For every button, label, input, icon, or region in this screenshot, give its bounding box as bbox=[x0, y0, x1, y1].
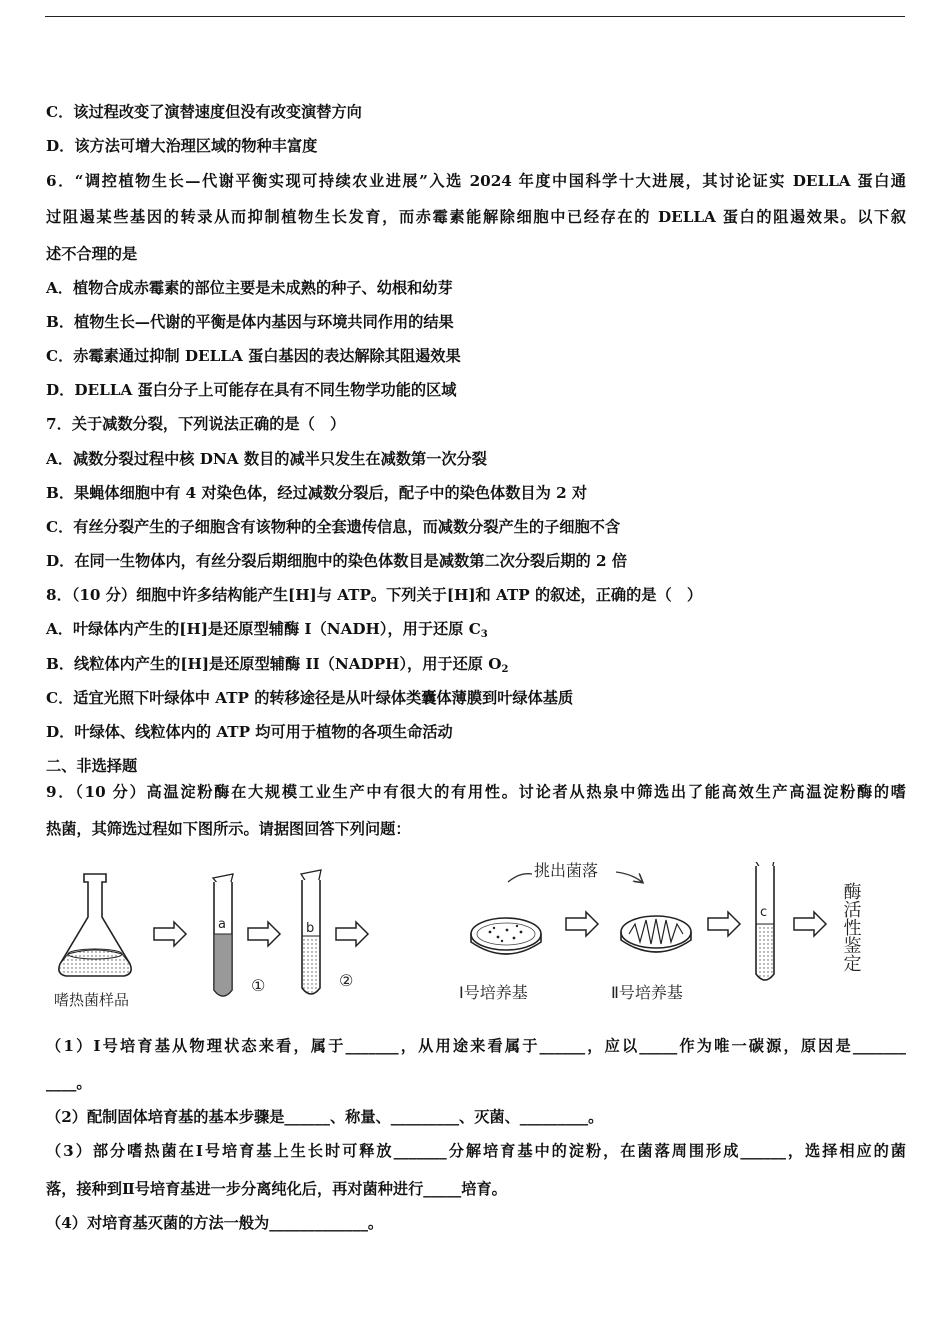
q9-part-2: （2）配制固体培育基的基本步骤是______、称量、_________、灭菌、_________。 bbox=[46, 1108, 604, 1126]
tube-a-label: a bbox=[218, 917, 226, 932]
process-arrow-icon bbox=[708, 912, 740, 936]
q6-stem-line-3: 述不合理的是 bbox=[46, 245, 138, 263]
petri-dish-2-icon bbox=[621, 916, 691, 952]
q8-option-c: C．适宜光照下叶绿体中 ATP 的转移途径是从叶绿体类囊体薄膜到叶绿体基质 bbox=[46, 689, 574, 707]
enzyme-activity-label: 酶活性鉴定 bbox=[840, 882, 862, 972]
q8-option-b-subscript: 2 bbox=[501, 664, 509, 675]
q9-stem-line-2: 热菌，其筛选过程如下图所示。请据图回答下列问题： bbox=[46, 820, 411, 838]
q7-stem: 7．关于减数分裂，下列说法正确的是（ ） bbox=[46, 415, 346, 433]
petri-dish-1-icon bbox=[471, 918, 541, 954]
step-2-label: ② bbox=[339, 971, 354, 990]
process-arrow-icon bbox=[794, 912, 826, 936]
erlenmeyer-flask-icon bbox=[59, 874, 131, 976]
q7-option-c: C．有丝分裂产生的子细胞含有该物种的全套遗传信息，而减数分裂产生的子细胞不含 bbox=[46, 518, 621, 536]
q8-option-a bbox=[46, 619, 906, 645]
q8-option-a-subscript: 3 bbox=[480, 629, 488, 640]
tube-b-label: b bbox=[306, 921, 315, 936]
q9-part-3-line-1: （3）部分嗜热菌在Ⅰ号培育基上生长时可释放_______分解培育基中的淀粉，在菌落周围形成______，选择相应的菌 bbox=[46, 1142, 906, 1160]
q9-part-1-line-1: （1）Ⅰ号培育基从物理状态来看，属于_______，从用途来看属于______，应以_____作为唯一碳源，原因是_______ bbox=[46, 1037, 906, 1055]
process-arrow-icon bbox=[154, 922, 186, 946]
q8-option-d: D．叶绿体、线粒体内的 ATP 均可用于植物的各项生命活动 bbox=[46, 723, 453, 741]
q6-option-a: A．植物合成赤霉素的部位主要是未成熟的种子、幼根和幼芽 bbox=[46, 279, 453, 297]
pick-colonies-label: 挑出菌落 bbox=[534, 862, 599, 880]
q9-stem-line-1: 9．（10 分）高温淀粉酶在大规模工业生产中有很大的有用性。讨论者从热泉中筛选出了能高效生产高温淀粉酶的嗜 bbox=[46, 783, 906, 801]
test-tube-a-icon bbox=[213, 874, 233, 996]
process-arrow-icon bbox=[336, 922, 368, 946]
medium-1-label: Ⅰ号培养基 bbox=[459, 983, 528, 1002]
q7-option-d: D．在同一生物体内，有丝分裂后期细胞中的染色体数目是减数第二次分裂后期的 2 倍 bbox=[46, 552, 628, 570]
q6-option-d: D．DELLA 蛋白分子上可能存在具有不同生物学功能的区域 bbox=[46, 381, 457, 399]
test-tube-c-icon bbox=[755, 862, 775, 980]
step-1-label: ① bbox=[251, 976, 266, 995]
q8-stem: 8．（10 分）细胞中许多结构能产生[H]与 ATP。下列关于[H]和 ATP 的叙述，正确的是（ ） bbox=[46, 586, 703, 604]
q7-option-b: B．果蝇体细胞中有 4 对染色体，经过减数分裂后，配子中的染色体数目为 2 对 bbox=[46, 484, 588, 502]
medium-2-label: Ⅱ号培养基 bbox=[611, 983, 683, 1002]
q6-stem-line-1: 6．“调控植物生长—代谢平衡实现可持续农业进展”入选 2024 年度中国科学十大进展，其讨论证实 DELLA 蛋白通 bbox=[46, 172, 906, 190]
header-rule bbox=[45, 16, 905, 17]
section-2-heading: 二、非选择题 bbox=[46, 757, 138, 775]
q6-stem-line-2: 过阻遏某些基因的转录从而抑制植物生长发育，而赤霉素能解除细胞中已经存在的 DELLA 蛋白的阻遏效果。以下叙 bbox=[46, 208, 906, 226]
q9-part-4: （4）对培育基灭菌的方法一般为_____________。 bbox=[46, 1214, 384, 1232]
q9-part-1-line-2: ____。 bbox=[46, 1074, 92, 1092]
q8-option-b-text: B．线粒体内产生的[H]是还原型辅酶 II（NADPH），用于还原 O bbox=[46, 655, 502, 673]
q5-option-d: D．该方法可增大治理区域的物种丰富度 bbox=[46, 137, 318, 155]
q8-option-a-text: A．叶绿体内产生的[H]是还原型辅酶 I（NADH），用于还原 C bbox=[46, 620, 481, 638]
sample-label: 嗜热菌样品 bbox=[54, 991, 130, 1009]
q7-option-a: A．减数分裂过程中核 DNA 数目的减半只发生在减数第一次分裂 bbox=[46, 450, 487, 468]
q5-option-c: C．该过程改变了演替速度但没有改变演替方向 bbox=[46, 103, 362, 121]
pick-arrow-icon bbox=[616, 872, 642, 882]
q6-option-c: C．赤霉素通过抑制 DELLA 蛋白基因的表达解除其阻遏效果 bbox=[46, 347, 461, 365]
screening-process-figure bbox=[46, 862, 906, 1012]
q9-part-3-line-2: 落，接种到Ⅱ号培育基进一步分离纯化后，再对菌种进行_____培育。 bbox=[46, 1180, 507, 1198]
tube-c-label: c bbox=[760, 905, 768, 920]
q6-option-b: B．植物生长—代谢的平衡是体内基因与环境共同作用的结果 bbox=[46, 313, 454, 331]
q8-option-b bbox=[46, 654, 906, 680]
process-arrow-icon bbox=[248, 922, 280, 946]
process-arrow-icon bbox=[566, 912, 598, 936]
